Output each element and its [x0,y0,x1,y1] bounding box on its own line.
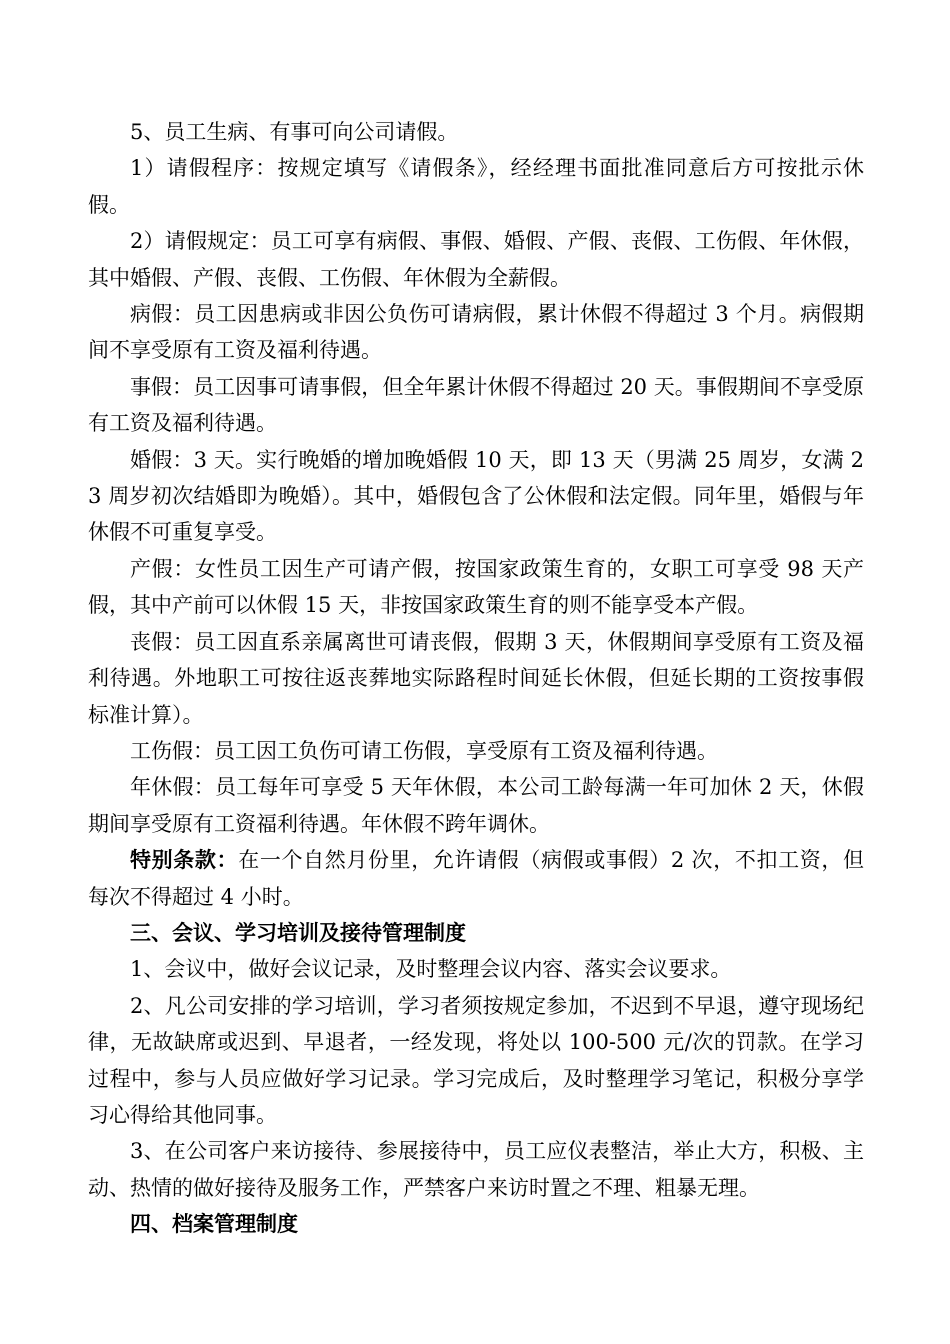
paragraph-leave-procedure: 1）请假程序：按规定填写《请假条》，经经理书面批准同意后方可按批示休假。 [88,156,864,217]
paragraph-annual-leave: 年休假：员工每年可享受 5 天年休假，本公司工龄每满一年可加休 2 天，休假期间享受原有工资福利待遇。年休假不跨年调休。 [88,775,864,836]
paragraph-maternity-leave: 产假：女性员工因生产可请产假，按国家政策生育的，女职工可享受 98 天产假，其中产前可以休假 15 天，非按国家政策生育的则不能享受本产假。 [88,556,864,618]
paragraph-leave-rules: 2）请假规定：员工可享有病假、事假、婚假、产假、丧假、工伤假、年休假，其中婚假、产假、丧假、工伤假、年休假为全薪假。 [88,229,864,290]
special-terms-text: 在一个自然月份里，允许请假（病假或事假）2 次，不扣工资，但每次不得超过 4 小时。 [88,848,864,909]
paragraph-bereavement-leave: 丧假：员工因直系亲属离世可请丧假，假期 3 天，休假期间享受原有工资及福利待遇。外地职工可按往返丧葬地实际路程时间延长休假，但延长期的工资按事假标准计算）。 [88,629,864,727]
special-terms-label: 特别条款： [130,847,239,873]
paragraph-marriage-leave: 婚假：3 天。实行晚婚的增加晚婚假 10 天，即 13 天（男满 25 周岁，女满 23 周岁初次结婚即为晚婚）。其中，婚假包含了公休假和法定假。同年里，婚假与年休假不可重复享受。 [88,447,864,545]
paragraph-special-terms [88,842,864,915]
section-heading-archives: 四、档案管理制度 [130,1211,298,1237]
paragraph-sick-leave: 病假：员工因患病或非因公负伤可请病假，累计休假不得超过 3 个月。病假期间不享受原有工资及福利待遇。 [88,302,864,363]
paragraph-injury-leave: 工伤假：员工因工负伤可请工伤假，享受原有工资及福利待遇。 [130,738,718,763]
paragraph-reception: 3、在公司客户来访接待、参展接待中，员工应仪表整洁，举止大方，积极、主动、热情的做好接待及服务工作，严禁客户来访时置之不理、粗暴无理。 [88,1139,864,1200]
paragraph-leave-intro: 5、员工生病、有事可向公司请假。 [130,120,459,144]
section-heading-meetings: 三、会议、学习培训及接待管理制度 [130,919,466,945]
paragraph-personal-leave: 事假：员工因事可请事假，但全年累计休假不得超过 20 天。事假期间不享受原有工资及福利待遇。 [88,374,864,436]
paragraph-training: 2、凡公司安排的学习培训，学习者须按规定参加，不迟到不早退，遵守现场纪律，无故缺席或迟到、早退者，一经发现，将处以 100-500 元/次的罚款。在学习过程中，参与人员应做好学习记录。学习完成后，及时整理学习笔记，积极分享学习心得给其他同事。 [88,993,864,1127]
paragraph-meeting-records: 1、会议中，做好会议记录，及时整理会议内容、落实会议要求。 [130,957,732,982]
document-body [88,114,864,1243]
